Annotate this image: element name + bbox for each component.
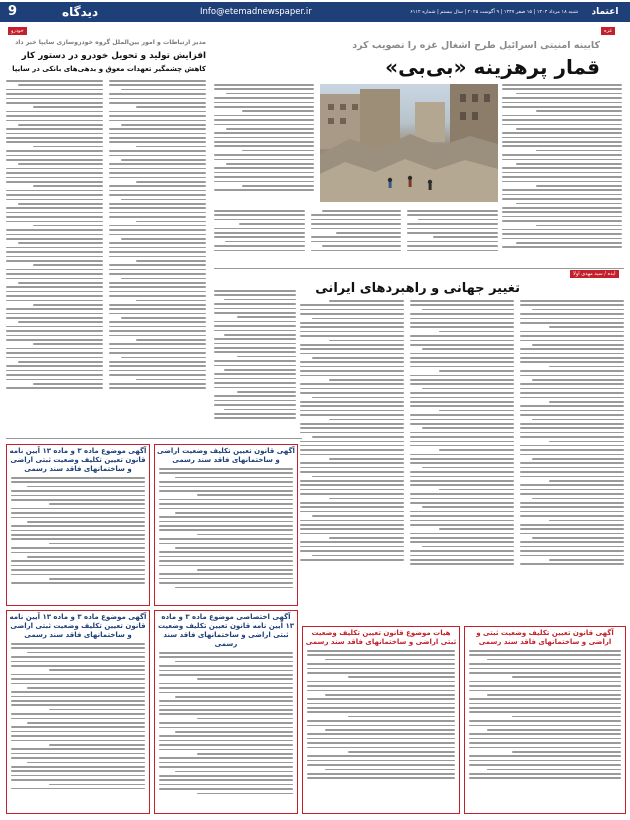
ads-divider: [6, 438, 302, 439]
dateline: شنبه ۱۸ مرداد ۱۴۰۴ | ۱۵ صفر ۱۴۴۷ | ۹ آگوست ۲۰۲۵ | سال بیستم | شماره ۶۱۱۲: [410, 9, 578, 15]
gaza-headline: قمار پرهزینه «بی‌بی»: [385, 55, 600, 79]
ad-body: [7, 641, 149, 805]
ad-body: [7, 475, 149, 597]
ad-title: آگهی قانون تعیین تکلیف وضعیت ثبتی و اراضی و ساختمانهای فاقد سند رسمی: [476, 629, 614, 646]
ad-body: [303, 648, 459, 798]
legal-notice-ad: [464, 626, 626, 814]
ad-title: آگهی اختصاصی موضوع ماده ۳ و ماده ۱۳ آیین نامه قانون تعیین تکلیف وضعیت ثبتی اراضی و ساختمانهای فاقد سند رسمی: [157, 613, 295, 648]
ad-body: [155, 466, 297, 600]
auto-headline-1: افزایش تولید و تحویل خودرو در دستور کار: [21, 51, 206, 61]
email-link[interactable]: Info@etemadnewspaper.ir: [200, 7, 312, 17]
ad-title: هیات موضوع قانون تعیین تکلیف وضعیت ثبتی اراضی و ساختمانهای فاقد سند رسمی: [305, 629, 457, 646]
ad-title: آگهی قانون تعیین تکلیف وضعیت اراضی و ساختمانهای فاقد سند رسمی: [157, 447, 295, 464]
rubble-illustration: [320, 84, 498, 202]
iran-body-continued: [214, 290, 296, 430]
auto-headline-2: کاهش چشمگیر تعهدات معوق و بدهی‌های بانکی در سایپا: [12, 65, 206, 73]
section-divider: [214, 268, 624, 269]
gaza-body-lower: [214, 210, 498, 266]
ad-title: آگهی موضوع ماده ۳ و ماده ۱۳ آیین نامه قانون تعیین تکلیف وضعیت ثبتی اراضی و ساختمانهای فاقد سند رسمی: [9, 613, 147, 639]
legal-notice-ad: [6, 610, 150, 814]
gaza-rubble-photo: [320, 84, 498, 202]
ad-body: [155, 650, 297, 814]
iran-tag: ایده / سید مهدی اولا: [570, 270, 619, 278]
legal-notice-ad: [302, 626, 460, 814]
iran-headline: تغییر جهانی و راهبردهای ایرانی: [315, 281, 520, 296]
auto-kicker: مدیر ارتباطات و امور بین‌الملل گروه خودروسازی سایپا خبر داد: [15, 39, 206, 46]
iran-body: [300, 300, 624, 618]
page-number: 9: [8, 4, 18, 19]
newspaper-logo: اعتماد: [591, 7, 619, 17]
gaza-body-left: [214, 84, 314, 202]
auto-tag: خودرو: [8, 27, 27, 35]
section-title: دیدگاه: [62, 5, 99, 19]
gaza-body-right: [502, 84, 622, 264]
legal-notice-ad: [154, 610, 298, 814]
legal-notice-ad: [6, 444, 150, 606]
ad-title: آگهی موضوع ماده ۳ و ماده ۱۳ آیین نامه قانون تعیین تکلیف وضعیت ثبتی اراضی و ساختمانهای فاقد سند رسمی: [9, 447, 147, 473]
ad-body: [465, 648, 625, 798]
gaza-tag: غزه: [601, 27, 615, 35]
auto-body: [6, 80, 206, 430]
legal-notice-ad: [154, 444, 298, 606]
gaza-kicker: کابینه امنیتی اسرائیل طرح اشغال غزه را تصویب کرد: [352, 40, 600, 51]
